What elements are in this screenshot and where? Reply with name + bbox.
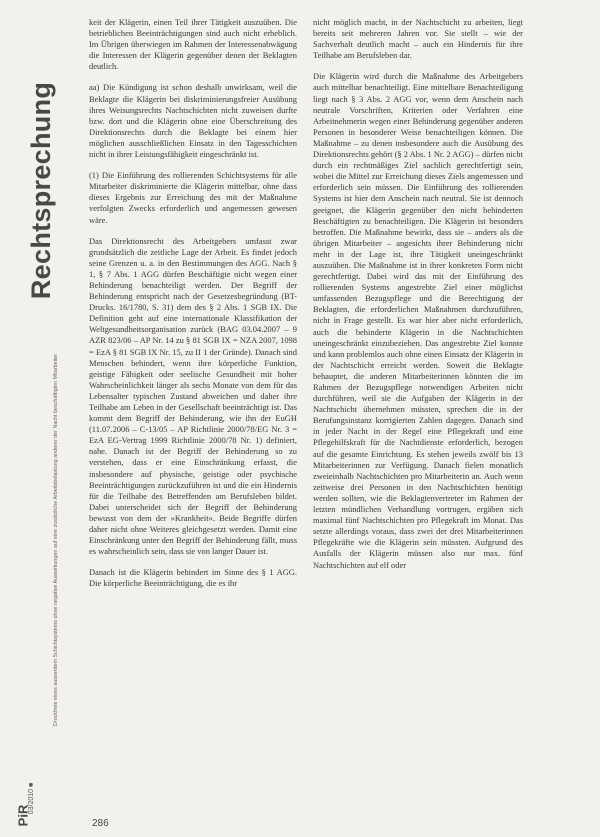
left-column bbox=[89, 17, 297, 590]
paragraph: keit der Klägerin, einen Teil ihrer Tätigkeit auszuüben. Die betrieblichen Beeinträchtigungen sind auch nicht erheblich. Im Übrigen überwiegen im Rahmen der Interessenabwägung die Interessen der Klägerin gegenüber denen der Beklagten deutlich. bbox=[89, 17, 297, 72]
right-column bbox=[313, 17, 523, 571]
journal-logo: PiR bbox=[15, 804, 31, 827]
paragraph: Danach ist die Klägerin behindert im Sinne des § 1 AGG. Die körperliche Beeinträchtigung, die es ihr bbox=[89, 567, 297, 589]
headnote-caption bbox=[46, 270, 66, 810]
section-title bbox=[14, 81, 70, 299]
issue-code-text: 03/2010 ■ bbox=[28, 782, 36, 814]
paragraph: Das Direktionsrecht des Arbeitgebers umfasst zwar grundsätzlich die zeitliche Lage der Arbeit. Es findet jedoch seine Grenzen u. a. in den Bestimmungen des AGG. Nach § 1, § 7 Abs. 1 AGG dürfen Beschäftigte nicht wegen einer Behinderung benachteiligt werden. Der Begriff der Behinderung entspricht nach der Gesetzesbegründung (BT-Drucks. 16/1780, S. 31) dem des § 2 Abs. 1 SGB IX. Die Definition geht auf eine internationale Klassifikation der Weltgesundheitsorganisation zurück (BAG 03.04.2007 – 9 AZR 823/06 – AP Nr. 14 zu § 81 SGB IX = NZA 2007, 1098 = EzA § 81 SGB IX Nr. 15, zu II 1 der Gründe). Danach sind Menschen behindert, wenn ihre körperliche Funktion, geistige Fähigkeit oder seelische Gesundheit mit hoher Wahrscheinlichkeit länger als sechs Monate von dem für das Lebensalter typischen Zustand abweichen und daher ihre Teilhabe am Leben in der Gesellschaft beeinträchtigt ist. Das kommt dem Begriff der Behinderung, wie ihn der EuGH (11.07.2006 – C-13/05 – AP Richtlinie 2000/78/EG Nr. 3 = EzA EG-Vertrag 1999 Richtlinie 2000/78 Nr. 1) definiert, nahe. Danach ist der Begriff der Behinderung so zu verstehen, dass er eine Einschränkung erfasst, die insbesondere auf physische, geistige oder psychische Beeinträchtigungen zurückzuführen ist und die ein Hindernis für die Teilhabe des Betreffenden am Berufsleben bildet. Dabei unterscheidet sich der Begriff der Behinderung bewusst von dem der »Krankheit«. Beide Begriffe dürfen daher nicht ohne Weiteres gleichgesetzt werden. Damit eine Einschränkung unter den Begriff der Behinderung fällt, muss es wahrscheinlich sein, dass sie von langer Dauer ist. bbox=[89, 235, 297, 557]
paragraph: (1) Die Einführung des rollierenden Schichtsystems für alle Mitarbeiter diskriminierte die Klägerin mittelbar, ohne dass dieses Ergebnis zur Erreichung des mit der Maßnahme verfolgten Zwecks erforderlich und angemessen gewesen wäre. bbox=[89, 170, 297, 225]
section-title-text: Rechtsprechung bbox=[26, 81, 57, 299]
paragraph: aa) Die Kündigung ist schon deshalb unwirksam, weil die Beklagte die Klägerin bei diskriminierungsfreier Ausübung ihres Weisungsrechts Nachtschichten nicht zuweisen durfte bzw. dort und die Klägerin ohne eine Überschreitung des Direktionsrechts durch die Beklagte bei einem hier möglichen ausschließlichen Einsatz in den Tagesschichten nicht in ihrer Leistungsfähigkeit eingeschränkt ist. bbox=[89, 82, 297, 160]
headnote-caption-text: Druckfreie eines ausserdem Schichtsystems ohne negative Auswirkungen auf eine zusätzliche Arbeitsbelastung anderer der Nacht beschäftigten Mitarbeiter bbox=[53, 353, 59, 727]
paragraph: Die Klägerin wird durch die Maßnahme des Arbeitgebers auch mittelbar benachteiligt. Eine mittelbare Benachteiligung liegt nach § 3 Abs. 2 AGG vor, wenn dem Anschein nach neutrale Vorschriften, Kriterien oder Verfahren eine Arbeitnehmerin wegen einer Behinderung gegenüber anderen Personen in besonderer Weise benachteiligen können. Die Maßnahme – zu denen insbesondere auch die Ausübung des Direktionsrechts gehört (§ 2 Abs. 1 Nr. 2 AGG) – dürfen nicht durch ein rechtmäßiges Ziel sachlich gerechtfertigt sein, wobei die Mittel zur Erreichung dieses Ziels angemessen und erforderlich sein müssen. Die Einführung des rollierenden Systems ist hier dem Anschein nach neutral. Sie ist dennoch geeignet, die Klägerin gegenüber den nicht behinderten Beschäftigten zu benachteiligen. Die Klägerin ist besonders betroffen. Die Maßnahme bewirkt, dass sie – anders als die übrigen Mitarbeiter – angesichts ihrer Behinderung nicht mehr in der Lage ist, ihre Tätigkeit uneingeschränkt auszuüben. Die Maßnahme ist in ihrer konkreten Form nicht gerechtfertigt. Dabei wird das mit der Einführung des rollierenden Systems angestrebte Ziel einer möglichst umfassenden Bezugspflege und die Berechtigung der Beklagten, die erforderlichen Maßnahmen durchzuführen, nicht in Frage gestellt. Es war hier aber nicht erforderlich, auch die behinderte Klägerin in die Nachtschichten uneingeschränkt einzubeziehen. Das angestrebte Ziel konnte und kann problemlos auch ohne einen Einsatz der Klägerin in der Nachtschicht erreicht werden. Soweit die Beklagte behauptet, die anderen Mitarbeiterinnen könnten die im Rahmen der Bezugspflege notwendigen Arbeiten nicht durchführen, weil sie die Aufgaben der Klägerin in der Nachtschicht übernehmen müssten, sprechen die in der Berufungsinstanz korrigierten Zahlen dagegen. Danach sind in jeder Nacht in der Regel eine Pflegekraft und eine Pflegehilfskraft für die Nachtdienste erforderlich, bezogen auf die gesamte Einrichtung. Es stehen jeweils zwölf bis 13 Mitarbeiterinnen zur Verfügung. Danach fielen monatlich zweieinhalb Nachtschichten pro Mitarbeiterin an. Auch wenn zeitweise drei Personen in den Nachtschichten benötigt werden sollten, wie die Beklagtenvertreter im Rahmen der letzten mündlichen Verhandlung vortrugen, ergäben sich maximal fünf Nachtschichten pro Pflegekraft im Monat. Das setzte allerdings voraus, dass zwei der drei Mitarbeiterinnen Pflegekräfte wie die Klägerin sein müssten. Aufgrund des Ausfalls der Klägerin müssen also nur max. fünf Nachtschichten auf elf oder bbox=[313, 71, 523, 570]
paragraph: nicht möglich macht, in der Nachtschicht zu arbeiten, liegt bereits seit mehreren Jahren vor. Sie stellt – wie der Sachverhalt deutlich macht – auch ein Hindernis für ihre Teilhabe am Berufsleben dar. bbox=[313, 17, 523, 61]
page-number: 286 bbox=[92, 818, 109, 829]
